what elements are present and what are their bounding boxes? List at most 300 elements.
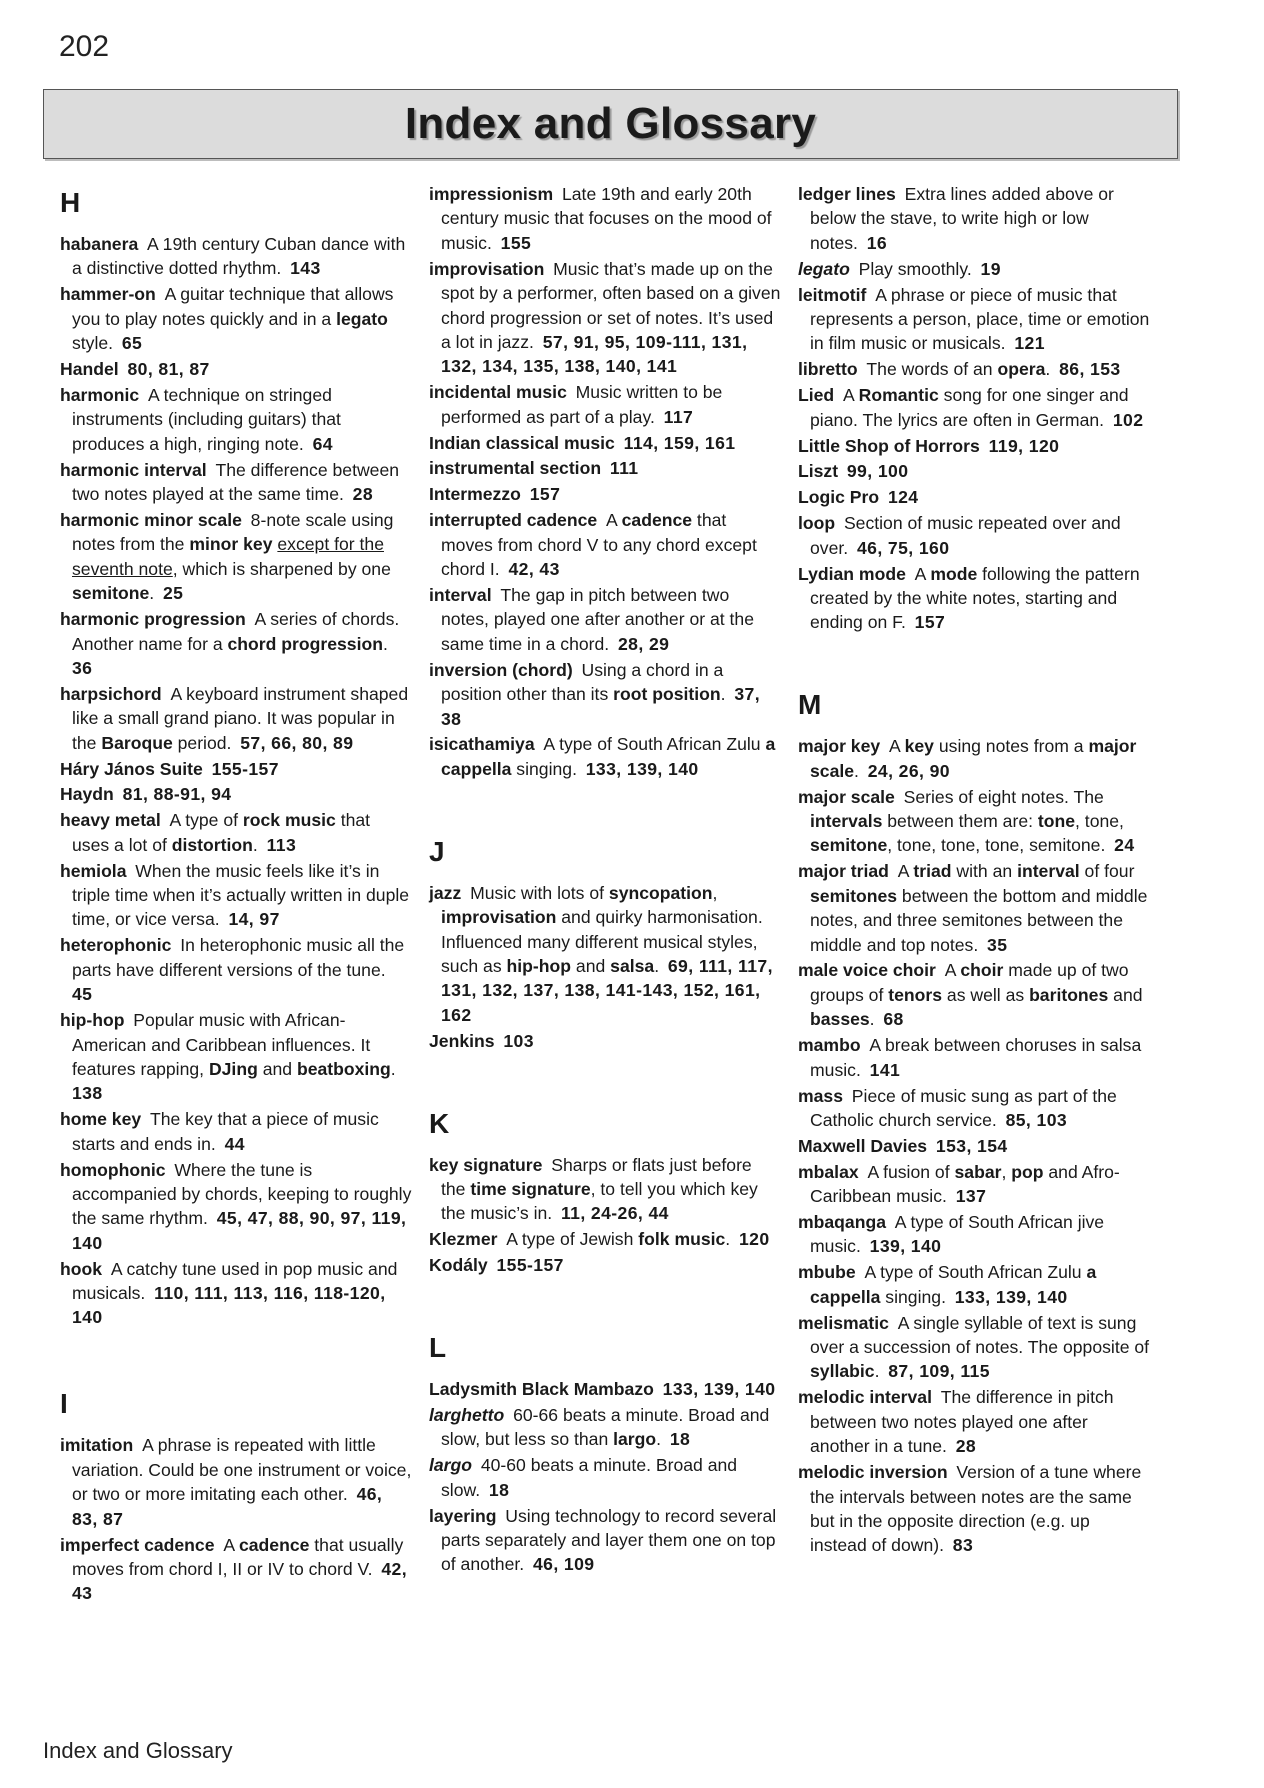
entry-page-refs: 157 [914,612,946,633]
entry-text: . [149,583,155,604]
entry-page-refs: 111 [609,458,639,479]
entry-text: 60-66 beats a minute. Broad and slow, but less so than [441,1405,770,1450]
cross-reference: interval [1017,861,1080,882]
entry-text: that moves from chord V to any chord except chord I. [441,510,757,580]
title-banner [43,89,1178,159]
entry-page-refs: 14, 97 [228,909,280,930]
entry-page-refs: 87, 109, 115 [888,1361,990,1382]
entry-term: instrumental section [429,458,602,479]
entry-term: hip-hop [60,1010,125,1031]
entry-text: Popular music with African-American and Caribbean influences. It features rapping, [72,1010,371,1079]
entry-page-refs: 155-157 [496,1255,564,1276]
entry-term: melodic inversion [798,1462,948,1483]
entry-text: A guitar technique that allows you to play notes quickly and in a [72,284,394,329]
entry-text: , [1001,1161,1012,1182]
entry-term: Indian classical music [429,432,615,453]
glossary-entry-leitmotif [798,283,1150,356]
entry-term: harmonic progression [60,609,246,630]
entry-page-refs: 157 [529,484,561,505]
entry-term: imperfect cadence [60,1534,215,1555]
glossary-entry-maxwell-davies [798,1134,1150,1158]
entry-page-refs: 81, 88-91, 94 [122,784,232,805]
entry-page-refs: 133, 139, 140 [954,1286,1068,1307]
entry-text: When the music feels like it’s in triple time when it’s actually written in duple time, or vice versa. [72,860,410,930]
glossary-entry-home-key [60,1107,412,1156]
glossary-entry-intermezzo [429,482,781,506]
cross-reference: pop [1011,1161,1044,1182]
entry-text: , which is sharpened by one [172,558,391,579]
entry-text: . [874,1361,880,1382]
glossary-entry-harmonic [60,383,412,456]
entry-text: The difference between two notes played at the same time. [72,459,400,505]
glossary-entry-heterophonic [60,933,412,1006]
entry-page-refs: 85, 103 [1005,1109,1068,1130]
entry-page-refs: 113 [266,834,297,855]
entry-text: A [897,861,914,882]
cross-reference: root position [613,684,721,705]
entry-text: A break between choruses in salsa music. [810,1035,1142,1080]
cross-reference: mode [930,563,978,584]
entry-term: Haydn [60,784,114,805]
glossary-entry-mbaqanga [798,1210,1150,1259]
entry-term: Lydian mode [798,563,906,584]
entry-text: except for the seventh note [72,534,384,579]
entry-term: hemiola [60,860,127,881]
glossary-entry-little-shop-of-horrors [798,434,1150,458]
entry-page-refs: 68 [883,1009,904,1030]
entry-text: Version of a tune where the intervals between notes are the same but in the opposite direction (e.g. up instead of down). [810,1462,1142,1556]
cross-reference: major scale [810,736,1137,781]
cross-reference: triad [913,861,952,882]
entry-term: mbaqanga [798,1212,886,1233]
glossary-entry-imperfect-cadence [60,1533,412,1606]
entry-text: and [1108,984,1143,1005]
entry-page-refs: 133, 139, 140 [585,758,699,779]
entry-term: interval [429,585,492,605]
entry-text: A [944,960,961,981]
cross-reference: largo [613,1429,657,1450]
section-letter-i: I [60,1388,68,1420]
entry-text: singing. [511,758,577,779]
entry-text: A fusion of [867,1161,955,1182]
entry-text: . [869,1009,875,1030]
entry-term: mass [798,1085,843,1106]
glossary-entry-hemiola [60,859,412,932]
entry-term: melismatic [798,1312,889,1333]
entry-term: jazz [429,882,462,903]
entry-text: Using a chord in a position other than its [441,659,724,705]
cross-reference: syllabic [810,1361,875,1382]
glossary-entry-jazz [429,881,781,1027]
entry-term: interrupted cadence [429,510,598,531]
entry-text: , tone, tone, tone, semitone. [887,835,1106,856]
entry-page-refs: 121 [1014,333,1045,354]
glossary-entry-lydian-mode [798,562,1150,635]
entry-text: A technique on stringed instruments (including guitars) that produces a high, ringing note. [72,384,341,454]
entry-text: and quirky harmonisation. Influenced many different musical styles, such as [441,907,763,976]
entry-text: period. [172,732,232,753]
glossary-entry-major-triad [798,859,1150,957]
page-number: 202 [59,30,110,63]
entry-text: Music written to be performed as part of a play. [441,382,723,427]
cross-reference: Baroque [101,732,173,753]
glossary-entry-mbalax [798,1160,1150,1209]
entry-text: A [605,510,622,531]
entry-text: Using technology to record several parts separately and layer them one on top of another. [441,1505,777,1575]
entry-page-refs: 99, 100 [846,461,909,482]
entry-page-refs: 19 [980,258,1001,279]
entry-term: Little Shop of Horrors [798,435,980,456]
entry-term: Háry János Suite [60,758,203,779]
entry-page-refs: 119, 120 [988,435,1060,456]
glossary-entry-imitation [60,1433,412,1531]
glossary-entry-hip-hop [60,1008,412,1106]
glossary-entry-harpsichord [60,682,412,755]
entry-text: A series of chords. Another name for a [72,609,400,654]
entry-term: heavy metal [60,810,161,831]
entry-page-refs: 28 [955,1436,977,1457]
entry-term: harpsichord [60,683,162,704]
glossary-entry-melismatic [798,1311,1150,1384]
glossary-column-2 [429,182,781,1578]
glossary-entry-interval [429,583,781,656]
cross-reference: DJing [208,1058,258,1079]
glossary-entry-harmonic-interval [60,458,412,507]
section-letter-j: J [429,835,445,867]
glossary-entry-mambo [798,1033,1150,1082]
entry-page-refs: 45 [72,984,93,1005]
entry-term: Handel [60,359,119,380]
glossary-entry-mass [798,1084,1150,1133]
entry-text: A [842,385,859,406]
glossary-entry-kod-ly [429,1253,781,1277]
cross-reference: improvisation [441,907,557,928]
entry-page-refs: 46, 75, 160 [856,537,950,558]
cross-reference: baritones [1029,984,1109,1005]
entry-page-refs: 46, 109 [532,1554,595,1575]
entry-text: Late 19th and early 20th century music that focuses on the mood of music. [441,184,772,253]
entry-page-refs: 138 [72,1083,103,1104]
glossary-entry-larghetto [429,1403,781,1452]
entry-page-refs: 124 [887,487,919,508]
entry-page-refs: 45, 47, 88, 90, 97, 119, 140 [72,1208,407,1253]
entry-term: Maxwell Davies [798,1135,928,1156]
entry-page-refs: 46, 83, 87 [72,1484,383,1529]
entry-text: The gap in pitch between two notes, played one after another or at the same time in a chord. [441,585,754,654]
entry-text: . [720,684,726,705]
entry-term: legato [798,258,850,279]
section-letter-h: H [60,187,81,218]
entry-page-refs: 155-157 [211,758,279,779]
entry-term: libretto [798,359,858,380]
cross-reference: cadence [238,1534,310,1555]
entry-page-refs: 25 [162,583,184,604]
glossary-entry-inversion-chord [429,658,781,731]
cross-reference: semitones [810,885,898,906]
glossary-entry-liszt [798,459,1150,483]
cross-reference: folk music [638,1229,726,1250]
entry-page-refs: 35 [987,934,1008,955]
entry-page-refs: 28 [352,484,374,505]
entry-text: Series of eight notes. The [903,786,1104,807]
cross-reference: time signature [470,1179,591,1199]
glossary-entry-impressionism [429,182,781,255]
entry-page-refs: 117 [663,406,694,427]
entry-text: A type of Jewish [506,1229,639,1250]
cross-reference: Romantic [858,385,939,406]
entry-page-refs: 86, 153 [1059,359,1121,380]
entry-text: made up of two groups of [810,960,1129,1005]
entry-page-refs: 143 [290,258,321,279]
entry-term: ledger lines [798,184,896,204]
entry-text: A phrase or piece of music that represents a person, place, time or emotion in film music or musicals. [810,284,1150,354]
entry-term: Jenkins [429,1030,495,1051]
cross-reference: chord progression [227,633,383,654]
entry-term: mbalax [798,1161,859,1182]
entry-term: melodic interval [798,1387,932,1408]
entry-term: male voice choir [798,960,936,981]
entry-page-refs: 137 [955,1186,987,1207]
entry-text: A [223,1534,239,1555]
entry-term: Klezmer [429,1229,498,1250]
glossary-entry-largo [429,1453,781,1502]
glossary-entry-improvisation [429,257,781,379]
entry-term: imitation [60,1435,134,1456]
glossary-entry-instrumental-section [429,456,781,480]
entry-text: A type of South African Zulu [543,734,766,755]
section-spacer [429,783,781,835]
entry-text: style. [72,333,114,354]
entry-text: following the pattern created by the white notes, starting and ending on F. [810,563,1140,633]
glossary-entry-habanera [60,232,412,281]
entry-term: major key [798,736,881,757]
entry-text: In heterophonic music all the parts have different versions of the tune. [72,935,405,980]
entry-term: loop [798,513,836,534]
entry-page-refs: 36 [72,657,93,678]
cross-reference: opera [997,359,1046,380]
glossary-entry-ladysmith-black-mambazo [429,1377,781,1401]
entry-text: . [252,834,258,855]
entry-term: larghetto [429,1405,505,1426]
entry-term: harmonic minor scale [60,509,242,530]
entry-text: The words of an [866,359,998,380]
cross-reference: a cappella [441,734,776,779]
section-spacer [60,1331,412,1383]
cross-reference: sabar [954,1161,1002,1182]
entry-page-refs: 37, 38 [441,684,760,729]
entry-text: of four [1079,861,1135,882]
entry-text: A [914,563,931,584]
entry-text: . [656,1429,662,1450]
entry-text: Piece of music sung as part of the Catholic church service. [810,1085,1117,1130]
entry-text: Extra lines added above or below the stave, to write high or low notes. [810,184,1114,253]
entry-page-refs: 141 [869,1059,901,1080]
glossary-entry-lied [798,383,1150,432]
entry-page-refs: 65 [121,333,143,354]
glossary-entry-klezmer [429,1227,781,1251]
entry-term: Kodály [429,1255,488,1276]
cross-reference: choir [960,960,1004,981]
glossary-entry-isicathamiya [429,732,781,781]
entry-text: and [257,1058,297,1079]
entry-text: Sharps or flats just before the [441,1154,752,1199]
entry-page-refs: 11, 24-26, 44 [560,1203,669,1224]
entry-text: A keyboard instrument shaped like a small grand piano. It was popular in the [72,683,409,753]
entry-page-refs: 102 [1112,409,1144,430]
entry-text: A type of South African Zulu [864,1262,1087,1283]
cross-reference: basses [810,1009,870,1030]
entry-page-refs: 80, 81, 87 [127,359,210,380]
entry-term: Logic Pro [798,487,880,508]
entry-term: heterophonic [60,935,172,956]
glossary-entry-layering [429,1504,781,1577]
entry-text: that uses a lot of [72,810,371,855]
entry-term: Liszt [798,461,839,482]
entry-text: song for one singer and piano. The lyrics are often in German. [810,385,1129,430]
entry-text: A 19th century Cuban dance with a distinctive dotted rhythm. [72,234,406,279]
entry-text: . [1045,359,1051,380]
cross-reference: minor key [189,534,273,555]
cross-reference: semitone [810,835,888,856]
entry-text: Play smoothly. [858,258,972,279]
cross-reference: tenors [888,984,943,1005]
entry-text: between the bottom and middle notes, and three semitones between the middle and top notes. [810,885,1148,955]
glossary-entry-harmonic-progression [60,607,412,680]
entry-term: improvisation [429,258,545,279]
cross-reference: a cappella [810,1262,1097,1307]
entry-term: inversion (chord) [429,659,573,680]
glossary-entry-homophonic [60,1158,412,1256]
cross-reference: legato [336,308,388,329]
entry-page-refs: 139, 140 [869,1236,942,1257]
glossary-entry-male-voice-choir [798,958,1150,1031]
cross-reference: beatboxing [296,1058,391,1079]
glossary-entry-harmonic-minor-scale [60,508,412,606]
entry-page-refs: 103 [503,1030,534,1051]
cross-reference: hip-hop [506,955,572,976]
entry-term: key signature [429,1154,543,1175]
entry-term: Ladysmith Black Mambazo [429,1379,654,1400]
cross-reference: rock music [242,810,336,831]
entry-text: . [390,1058,396,1079]
glossary-entry-loop [798,511,1150,560]
section-letter-m: M [798,689,822,721]
entry-term: mbube [798,1262,856,1283]
entry-page-refs: 28, 29 [618,633,670,654]
entry-text: that usually moves from chord I, II or IV to chord V. [72,1534,404,1579]
glossary-entry-interrupted-cadence [429,508,781,581]
entry-term: home key [60,1109,142,1130]
entry-text: A [888,736,905,757]
glossary-entry-logic-pro [798,485,1150,509]
cross-reference: key [904,736,934,757]
entry-text: A phrase is repeated with little variation. Could be one instrument or voice, or two or more imitating each other. [72,1435,412,1505]
glossary-entry-key-signature [429,1153,781,1226]
entry-term: impressionism [429,184,554,204]
glossary-entry-legato [798,257,1150,281]
glossary-entry-mbube [798,1260,1150,1309]
entry-text: . [725,1229,731,1250]
entry-page-refs: 18 [488,1479,510,1500]
entry-text: A type of [169,810,243,831]
entry-text: Music with lots of [470,882,609,903]
entry-text: and Afro-Caribbean music. [810,1161,1120,1207]
entry-text: 8-note scale using notes from the [72,509,394,555]
entry-page-refs: 155 [500,232,532,253]
entry-text: . [854,760,859,781]
entry-page-refs: 64 [312,433,333,454]
entry-page-refs: 120 [738,1229,770,1250]
entry-text: A single syllable of text is sung over a succession of notes. The opposite of [810,1312,1150,1358]
glossary-column-1 [60,182,412,1607]
glossary-entry-melodic-inversion [798,1460,1150,1558]
entry-text: 40-60 beats a minute. Broad and slow. [441,1455,738,1500]
glossary-entry-ledger-lines [798,182,1150,255]
entry-term: leitmotif [798,284,867,305]
entry-page-refs: 18 [669,1429,691,1450]
section-spacer [429,1055,781,1107]
entry-term: layering [429,1505,497,1526]
entry-page-refs: 69, 111, 117, 131, 132, 137, 138, 141-143, 152, 161, 162 [441,955,773,1025]
entry-page-refs: 24, 26, 90 [867,760,950,781]
glossary-entry-heavy-metal [60,808,412,857]
entry-page-refs: 153, 154 [935,1135,1008,1156]
page-footer: Index and Glossary [43,1738,233,1763]
glossary-entry-indian-classical-music [429,431,781,455]
cross-reference: cadence [621,510,693,531]
entry-text: , tone, [1075,811,1124,832]
cross-reference: salsa [610,955,655,976]
glossary-entry-major-key [798,734,1150,783]
entry-text: between them are: [882,811,1038,832]
entry-text: . [382,633,388,654]
entry-text: singing. [880,1286,946,1307]
entry-text: A type of South African jive music. [810,1212,1105,1257]
section-spacer [798,636,1150,688]
entry-page-refs: 24 [1114,835,1135,856]
entry-text: Where the tune is accompanied by chords, keeping to roughly the same rhythm. [72,1159,412,1229]
entry-term: harmonic interval [60,459,207,480]
entry-text: The key that a piece of music starts and ends in. [72,1109,379,1154]
entry-text: Section of music repeated over and over. [810,513,1121,558]
entry-text: The difference in pitch between two notes played one after another in a tune. [810,1387,1114,1457]
entry-term: harmonic [60,384,140,405]
entry-term: hook [60,1258,103,1279]
page-title: Index and Glossary [404,99,817,148]
glossary-entry-major-scale [798,785,1150,858]
entry-page-refs: 83 [952,1535,974,1556]
entry-page-refs: 42, 43 [72,1558,407,1604]
glossary-column-3 [798,182,1150,1559]
cross-reference: distortion [171,834,253,855]
entry-term: largo [429,1455,473,1476]
entry-term: homophonic [60,1159,166,1180]
entry-page-refs: 133, 139, 140 [662,1379,776,1400]
cross-reference: tone [1037,811,1076,832]
entry-page-refs: 57, 91, 95, 109-111, 131, 132, 134, 135, 138, 140, 141 [441,331,748,377]
glossary-entry-handel [60,357,412,381]
entry-page-refs: 110, 111, 113, 116, 118-120, 140 [72,1283,386,1328]
section-letter-l: L [429,1332,447,1364]
glossary-entry-hammer-on [60,282,412,355]
entry-text: A catchy tune used in pop music and musicals. [72,1258,398,1304]
entry-page-refs: 16 [866,232,888,253]
entry-term: habanera [60,234,139,254]
glossary-entry-haydn [60,782,412,806]
entry-page-refs: 44 [224,1133,245,1154]
entry-page-refs: 114, 159, 161 [623,432,736,453]
entry-text: and [571,955,611,976]
